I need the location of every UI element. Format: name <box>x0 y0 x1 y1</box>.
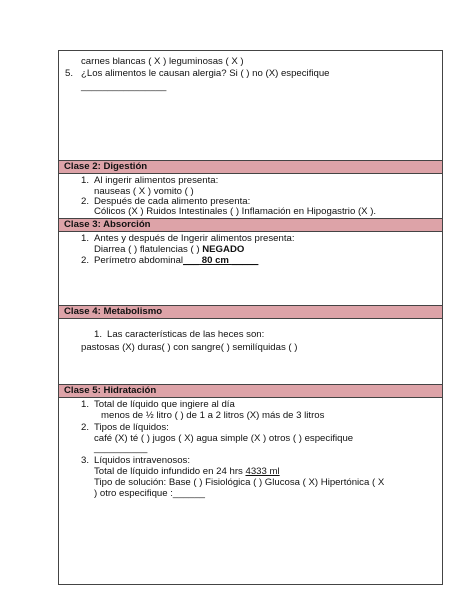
section-digestion-header: Clase 2: Digestión <box>59 161 442 174</box>
hidratacion-q1-text: Total de líquido que ingiere al día <box>94 399 235 410</box>
hidratacion-q3-otro-especifique: ) otro especifique :______ <box>94 488 205 499</box>
item-5-allergy-question: ¿Los alimentos le causan alergia? Si ( ) no (X) especifique <box>81 68 330 79</box>
hidratacion-q2-number: 2. <box>81 422 90 433</box>
absorcion-q1-text: Antes y después de Ingerir alimentos presenta: <box>94 233 295 244</box>
item-5-number: 5. <box>65 68 74 79</box>
section-metabolismo <box>59 305 442 384</box>
absorcion-q2-line <box>94 255 258 266</box>
digestion-q1-text: Al ingerir alimentos presenta: <box>94 175 219 186</box>
item-5-specify-blank: ________________ <box>81 81 167 92</box>
digestion-q2-options: Cólicos (X ) Ruidos Intestinales ( ) Inflamación en Hipogastrio (X ). <box>94 206 377 217</box>
absorcion-q1-options-line <box>94 244 244 255</box>
absorcion-q1-negado: NEGADO <box>202 244 245 255</box>
hidratacion-q3-text: Líquidos intravenosos: <box>94 455 190 466</box>
metabolismo-q1-options: pastosas (X) duras( ) con sangre( ) semilíquidas ( ) <box>81 342 298 353</box>
hidratacion-q1-options: menos de ½ litro ( ) de 1 a 2 litros (X) más de 3 litros <box>101 410 325 421</box>
total-infundido-label: Total de líquido infundido en 24 hrs <box>94 466 243 477</box>
digestion-q2-text: Después de cada alimento presenta: <box>94 196 251 207</box>
section-hidratacion-header: Clase 5: Hidratación <box>59 385 442 398</box>
absorcion-q2-number: 2. <box>81 255 90 266</box>
hidratacion-q3-tipo-solucion: Tipo de solución: Base ( ) Fisiológica ( ) Glucosa ( X) Hipertónica ( X <box>94 477 385 488</box>
metabolismo-q1-text: Las características de las heces son: <box>107 329 265 340</box>
perimetro-abdominal-value: ___ 80 cm _____ <box>183 255 259 266</box>
section-digestion <box>59 160 442 218</box>
hidratacion-q2-specify-blank: __________ <box>94 443 148 454</box>
hidratacion-q3-total-line <box>94 466 280 477</box>
carnes-leguminosas-line: carnes blancas ( X ) leguminosas ( X ) <box>81 56 244 67</box>
section-absorcion <box>59 218 442 305</box>
section-metabolismo-header: Clase 4: Metabolismo <box>59 306 442 319</box>
section-absorcion-header: Clase 3: Absorción <box>59 219 442 232</box>
nursing-assessment-form <box>58 50 443 585</box>
metabolismo-q1-number: 1. <box>94 329 103 340</box>
perimetro-abdominal-label: Perímetro abdominal <box>94 255 184 266</box>
absorcion-q1-number: 1. <box>81 233 90 244</box>
digestion-q1-options: nauseas ( X ) vomito ( ) <box>94 186 194 197</box>
digestion-q2-number: 2. <box>81 196 90 207</box>
section-hidratacion <box>59 384 442 584</box>
hidratacion-q1-number: 1. <box>81 399 90 410</box>
hidratacion-q2-text: Tipos de líquidos: <box>94 422 169 433</box>
section-alimentacion-continued <box>59 50 442 160</box>
hidratacion-q3-number: 3. <box>81 455 90 466</box>
digestion-q1-number: 1. <box>81 175 90 186</box>
absorcion-q1-options: Diarrea ( ) flatulencias ( ) <box>94 244 200 255</box>
total-infundido-value: 4333 ml <box>245 466 280 477</box>
hidratacion-q2-options: café (X) té ( ) jugos ( X) agua simple (X ) otros ( ) especifique <box>94 433 354 444</box>
